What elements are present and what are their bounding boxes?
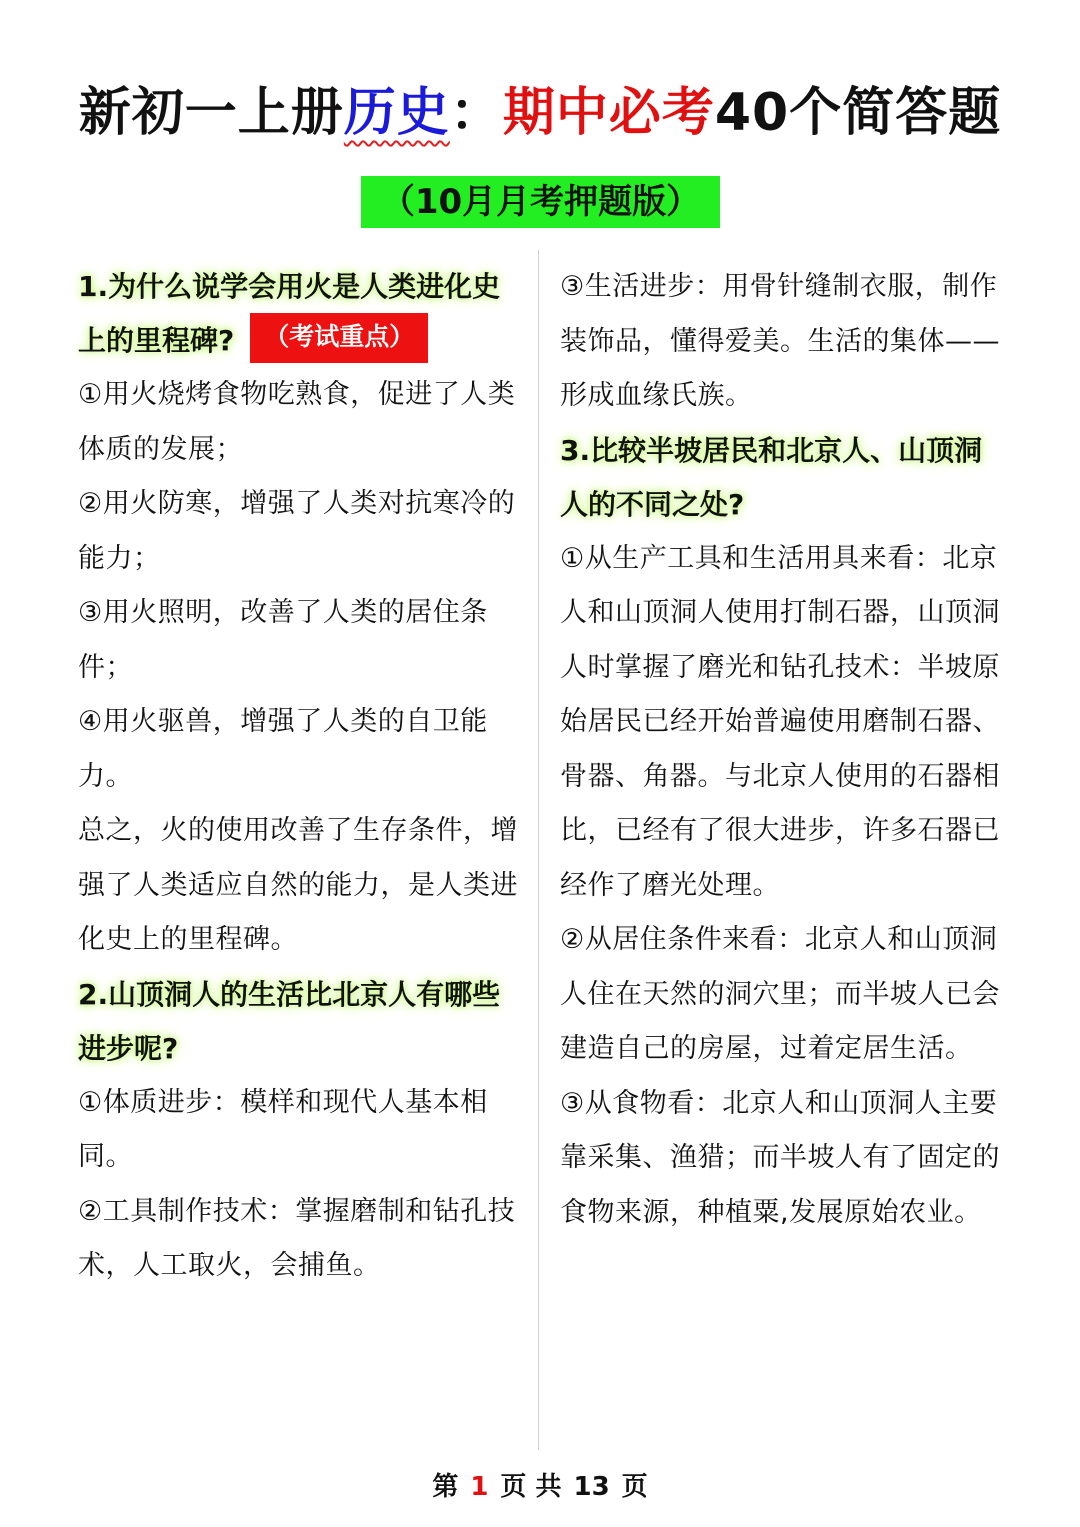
question-1-text: 1.为什么说学会用火是人类进化史上的里程碑? [78,270,501,357]
left-column [78,260,523,1294]
q1-answer-3: ③用火照明，改善了人类的居住条件； [78,597,488,683]
question-1-title [78,260,523,368]
subtitle-banner: （10月月考押题版） [361,176,720,228]
title-part-subject: 历史 [343,83,450,143]
column-divider [538,250,539,1450]
q1-summary: 总之，火的使用改善了生存条件，增强了人类适应自然的能力，是人类进化史上的里程碑。 [78,815,518,955]
q1-answer-4: ④用火驱兽，增强了人类的自卫能力。 [78,706,488,792]
page-middle: 页 共 [500,1472,562,1502]
q1-answer-1: ①用火烧烤食物吃熟食，促进了人类体质的发展； [78,379,516,465]
q2-answer-2: ②工具制作技术：掌握磨制和钻孔技术，人工取火，会捕鱼。 [78,1195,516,1281]
title-part-exam: 期中必考 [502,83,715,143]
q1-answer-2: ②用火防寒，增强了人类对抗寒冷的能力； [78,488,516,574]
key-point-badge: （考试重点） [250,313,428,363]
title-part-grade: 新初一上册 [78,83,344,143]
q3-answer-1: ①从生产工具和生活用具来看：北京人和山顶洞人使用打制石器，山顶洞人时掌握了磨光和钻孔技术：半坡原始居民已经开始普遍使用磨制石器、骨器、角器。与北京人使用的石器相比，已经有了很大进步，许多石器已经作了磨光处理。 [560,542,1000,901]
q3-answer-2: ②从居住条件来看：北京人和山顶洞人住在天然的洞穴里；而半坡人已会建造自己的房屋，过着定居生活。 [560,924,1000,1064]
question-2-title: 2.山顶洞人的生活比北京人有哪些进步呢? [78,977,501,1065]
title-part-colon: ： [449,83,503,143]
total-pages: 13 [573,1472,610,1502]
page-suffix: 页 [621,1472,648,1502]
q2-answer-1: ①体质进步：模样和现代人基本相同。 [78,1086,488,1172]
question-3-title: 3.比较半坡居民和北京人、山顶洞人的不同之处? [560,433,983,521]
page-prefix: 第 [432,1472,459,1502]
q3-answer-3: ③从食物看：北京人和山顶洞人主要靠采集、渔猎；而半坡人有了固定的食物来源，种植粟,发展原始农业。 [560,1087,1000,1228]
current-page-number: 1 [470,1472,489,1502]
right-column [560,260,1005,1240]
page-title [0,78,1080,148]
title-part-count: 40个简答题 [714,83,1002,143]
q2-answer-3: ③生活进步：用骨针缝制衣服，制作装饰品，懂得爱美。生活的集体——形成血缘氏族。 [560,271,1000,411]
page-indicator [0,1466,1080,1503]
